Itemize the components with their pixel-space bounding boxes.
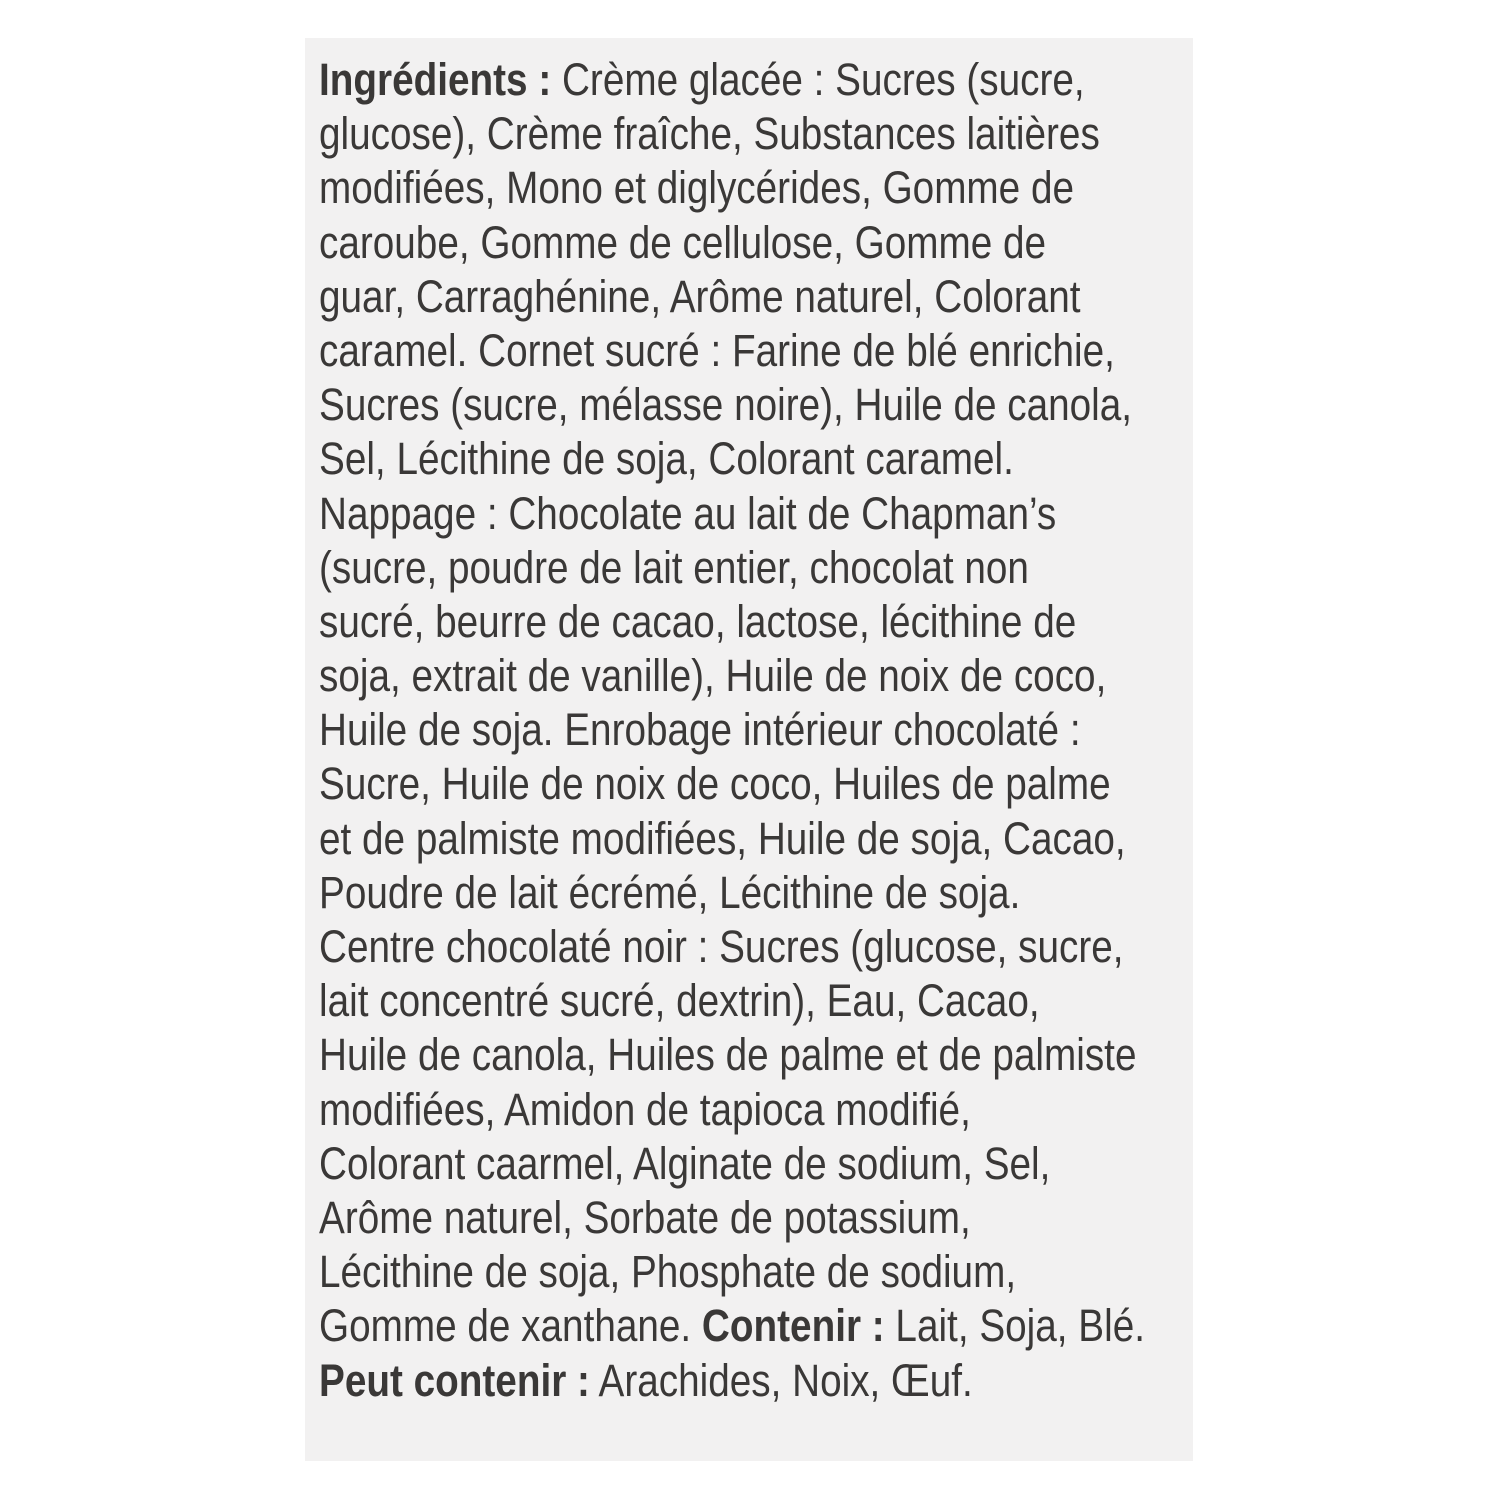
ingredients-text-line: lait concentré sucré, dextrin), Eau, Cacao, (319, 975, 1040, 1027)
ingredients-text-line: Huile de soja. Enrobage intérieur chocolaté : (319, 704, 1081, 756)
may-contain-text: Arachides, Noix, Œuf. (589, 1354, 973, 1406)
ingredients-text-line: soja, extrait de vanille), Huile de noix de coco, (319, 650, 1107, 702)
ingredients-text-line: Sucres (sucre, mélasse noire), Huile de canola, (319, 379, 1133, 431)
ingredients-text-line: Sel, Lécithine de soja, Colorant caramel. (319, 433, 1014, 485)
ingredients-text-line: Poudre de lait écrémé, Lécithine de soja. (319, 866, 1021, 918)
ingredients-text-line: glucose), Crème fraîche, Substances laitières (319, 108, 1100, 160)
ingredients-heading: Ingrédients : (319, 54, 552, 105)
ingredients-text-line: guar, Carraghénine, Arôme naturel, Colorant (319, 270, 1081, 322)
ingredients-text-line: Huile de canola, Huiles de palme et de palmiste (319, 1029, 1137, 1081)
ingredients-text-line: Colorant caarmel, Alginate de sodium, Sel, (319, 1137, 1051, 1189)
ingredients-text-line: et de palmiste modifiées, Huile de soja, Cacao, (319, 812, 1126, 864)
ingredients-text-line: Crème glacée : Sucres (sucre, (551, 54, 1085, 105)
ingredients-text-line: Sucre, Huile de noix de coco, Huiles de palme (319, 758, 1111, 810)
ingredients-panel (305, 38, 1193, 1461)
ingredients-text-line: modifiées, Mono et diglycérides, Gomme de (319, 162, 1074, 214)
contains-text: Lait, Soja, Blé. (884, 1300, 1145, 1352)
ingredients-text-line: Centre chocolaté noir : Sucres (glucose, sucre, (319, 921, 1124, 972)
ingredients-text-line: (sucre, poudre de lait entier, chocolat non (319, 541, 1029, 593)
ingredients-text-line: caramel. Cornet sucré : Farine de blé enrichie, (319, 324, 1115, 376)
may-contain-heading: Peut contenir : (319, 1354, 590, 1406)
ingredients-line-1 (319, 53, 1085, 107)
ingredients-text-line: Lécithine de soja, Phosphate de sodium, (319, 1246, 1017, 1298)
ingredients-text-line: modifiées, Amidon de tapioca modifié, (319, 1083, 971, 1135)
contains-line (319, 1299, 1145, 1353)
contains-heading: Contenir : (701, 1300, 885, 1352)
ingredients-text-block (319, 53, 1145, 1408)
ingredients-text-line: sucré, beurre de cacao, lactose, lécithine de (319, 595, 1077, 647)
ingredients-text-line: Gomme de xanthane. (319, 1300, 702, 1352)
may-contain-line (319, 1354, 1076, 1408)
ingredients-text-line: caroube, Gomme de cellulose, Gomme de (319, 216, 1047, 268)
ingredients-text-line: Nappage : Chocolate au lait de Chapman’s (319, 487, 1057, 539)
ingredients-text-line: Arôme naturel, Sorbate de potassium, (319, 1191, 971, 1243)
